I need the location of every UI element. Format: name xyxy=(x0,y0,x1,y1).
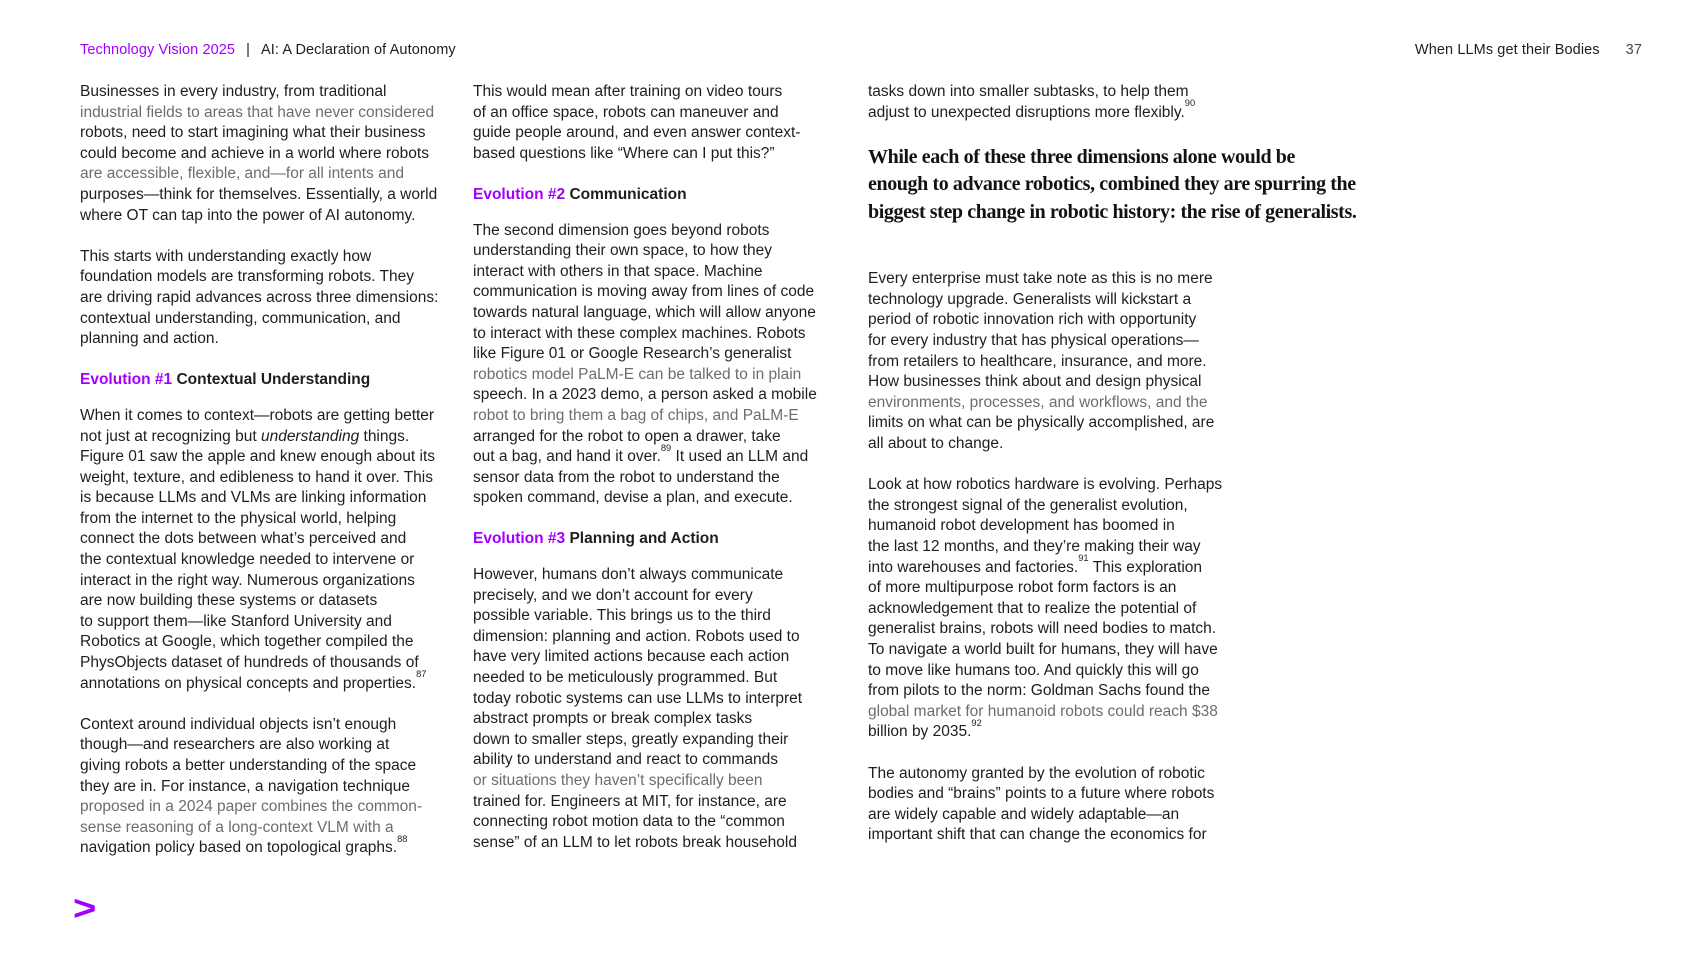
text-line: like Figure 01 or Google Research’s generalist xyxy=(473,345,792,363)
evolution-heading-number: Evolution #2 xyxy=(473,185,566,203)
text-line: the contextual knowledge needed to intervene or xyxy=(80,551,415,569)
text-column-2 xyxy=(473,82,817,874)
text-line: contextual understanding, communication, and xyxy=(80,309,401,327)
linked-text[interactable] xyxy=(473,365,817,386)
text-column-3 xyxy=(868,82,1356,867)
linked-text[interactable] xyxy=(80,164,438,185)
text-line: towards natural language, which will allow anyone xyxy=(473,303,816,321)
pull-quote-line: While each of these three dimensions alone would be xyxy=(868,145,1296,168)
text-line: robots, need to start imagining what their business xyxy=(80,124,426,142)
linked-text[interactable] xyxy=(868,393,1356,414)
linked-text[interactable]: robot to bring them a bag of chips, and PaLM-E xyxy=(473,406,799,424)
text-line: weight, texture, and edibleness to hand it over. This xyxy=(80,468,433,486)
text-line: important shift that can change the economics for xyxy=(868,826,1207,844)
text-line: of an office space, robots can maneuver and xyxy=(473,103,779,121)
linked-text[interactable]: global market for humanoid robots could reach $38 xyxy=(868,702,1218,720)
text-line: spoken command, devise a plan, and execute. xyxy=(473,489,793,507)
linked-text[interactable]: industrial fields to areas that have never considered xyxy=(80,103,435,121)
footnote-reference: 92 xyxy=(971,718,982,729)
paragraph xyxy=(473,221,817,509)
text-line: interact with others in that space. Machine xyxy=(473,262,763,280)
text-line: to interact with these complex machines. Robots xyxy=(473,324,806,342)
footnote-reference: 90 xyxy=(1184,98,1196,109)
linked-text[interactable] xyxy=(80,797,438,818)
text-line: precisely, and we don’t account for every xyxy=(473,586,753,604)
text-line: today robotic systems can use LLMs to interpret xyxy=(473,689,803,707)
text-line: Context around individual objects isn’t enough xyxy=(80,715,397,733)
linked-text[interactable] xyxy=(473,406,817,427)
text-line: generalist brains, robots will need bodies to match. xyxy=(868,620,1217,638)
text-line: though—and researchers are also working at xyxy=(80,736,390,754)
header-separator: | xyxy=(246,42,250,58)
text-line: giving robots a better understanding of the space xyxy=(80,757,417,774)
text-column-1 xyxy=(80,82,438,880)
text-line: limits on what can be physically accomplished, are xyxy=(868,414,1215,432)
paragraph xyxy=(868,764,1356,846)
pull-quote xyxy=(868,144,1356,227)
text-line: trained for. Engineers at MIT, for instance, are xyxy=(473,792,787,810)
linked-text[interactable]: robotics model PaLM-E can be talked to in plain xyxy=(473,365,802,383)
linked-text[interactable] xyxy=(80,818,438,839)
linked-text[interactable]: environments, processes, and workflows, and the xyxy=(868,393,1208,411)
text-line: connect the dots between what’s perceived and xyxy=(80,530,407,548)
page-header xyxy=(80,42,1642,58)
paragraph xyxy=(80,247,438,350)
text-line: bodies and “brains” points to a future where robots xyxy=(868,785,1215,803)
text-line: When it comes to context—robots are getting better xyxy=(80,406,435,424)
linked-text[interactable] xyxy=(80,103,438,124)
text-line: sensor data from the robot to understand the xyxy=(473,468,780,486)
pull-quote-line: enough to advance robotics, combined they are spurring the xyxy=(868,173,1356,196)
text-line: Look at how robotics hardware is evolving. Perhaps xyxy=(868,476,1223,494)
evolution-heading: Evolution #2 Communication xyxy=(473,185,687,203)
text-line: foundation models are transforming robots. They xyxy=(80,268,415,286)
text-line: tasks down into smaller subtasks, to help them xyxy=(868,83,1189,100)
paragraph xyxy=(473,82,817,164)
text-line: The second dimension goes beyond robots xyxy=(473,221,770,239)
text-line: could become and achieve in a world where robots xyxy=(80,144,429,162)
text-line: To navigate a world built for humans, they will have xyxy=(868,640,1218,658)
text-line: have very limited actions because each action xyxy=(473,648,790,666)
text-line: based questions like “Where can I put this?” xyxy=(473,144,775,162)
linked-text[interactable]: sense reasoning of a long-context VLM with a xyxy=(80,818,394,836)
text-line: is because LLMs and VLMs are linking information xyxy=(80,489,427,507)
text-line: planning and action. xyxy=(80,330,219,348)
text-line: communication is moving away from lines of code xyxy=(473,283,815,301)
text-line: Every enterprise must take note as this is no mere xyxy=(868,270,1213,288)
text-line: This would mean after training on video tours xyxy=(473,83,783,100)
text-line: connecting robot motion data to the “common xyxy=(473,813,785,831)
accenture-logo: > xyxy=(73,889,95,928)
text-line: This starts with understanding exactly how xyxy=(80,247,372,265)
section-title: When LLMs get their Bodies xyxy=(1414,42,1600,58)
footnote-reference: 88 xyxy=(397,834,408,845)
paragraph xyxy=(80,715,438,859)
text-line: The autonomy granted by the evolution of robotic xyxy=(868,764,1205,782)
text-line: guide people around, and even answer context- xyxy=(473,124,801,142)
paragraph xyxy=(868,269,1356,454)
linked-text[interactable]: or situations they haven’t specifically been xyxy=(473,772,763,789)
text-line: where OT can tap into the power of AI autonomy. xyxy=(80,206,416,224)
text-line: into warehouses and factories.$^{91}$ This exploration xyxy=(868,553,1203,576)
footnote-reference: 91 xyxy=(1078,553,1089,564)
text-line: they are in. For instance, a navigation technique xyxy=(80,777,411,795)
text-line: possible variable. This brings us to the third xyxy=(473,607,771,625)
text-line: down to smaller steps, greatly expanding their xyxy=(473,730,789,748)
linked-text[interactable]: are accessible, flexible, and—for all intents and xyxy=(80,165,404,183)
text-line: How businesses think about and design physical xyxy=(868,373,1202,391)
text-line: PhysObjects dataset of hundreds of thousands of xyxy=(80,654,419,672)
text-line: from retailers to healthcare, insurance, and more. xyxy=(868,352,1207,370)
page-number: 37 xyxy=(1625,42,1642,58)
text-line: of more multipurpose robot form factors is an xyxy=(868,579,1177,597)
text-line: adjust to unexpected disruptions more flexibly.$^{90}$ xyxy=(868,98,1196,121)
text-line: annotations on physical concepts and properties.$^{87}$ xyxy=(80,669,427,692)
text-line: the last 12 months, and they’re making their way xyxy=(868,538,1201,555)
text-line: acknowledgement that to realize the potential of xyxy=(868,599,1197,617)
paragraph xyxy=(80,406,438,694)
text-line: ability to understand and react to commands xyxy=(473,751,779,769)
evolution-heading-number: Evolution #1 xyxy=(80,371,173,389)
text-line: sense” of an LLM to let robots break household xyxy=(473,833,797,851)
text-line: are widely capable and widely adaptable—an xyxy=(868,805,1180,823)
paragraph xyxy=(868,82,1356,123)
text-line: Businesses in every industry, from traditional xyxy=(80,83,387,100)
evolution-heading-number: Evolution #3 xyxy=(473,530,566,548)
text-line: billion by 2035.92 xyxy=(868,718,982,741)
text-line: speech. In a 2023 demo, a person asked a mobile xyxy=(473,386,817,404)
text-line: technology upgrade. Generalists will kickstart a xyxy=(868,290,1192,308)
emphasized-text: understanding xyxy=(260,427,360,445)
text-line: However, humans don’t always communicate xyxy=(473,566,784,584)
text-line: period of robotic innovation rich with opportunity xyxy=(868,311,1197,329)
text-line: dimension: planning and action. Robots used to xyxy=(473,627,800,645)
text-line: are now building these systems or datasets xyxy=(80,592,378,610)
text-line: arranged for the robot to open a drawer, take xyxy=(473,427,781,445)
text-line: understanding their own space, to how they xyxy=(473,242,772,260)
paragraph xyxy=(473,565,817,853)
linked-text[interactable] xyxy=(868,702,1356,723)
text-line: to support them—like Stanford University and xyxy=(80,612,392,630)
text-line: out a bag, and hand it over.$^{89}$ It used an LLM and xyxy=(473,442,809,466)
text-line: Figure 01 saw the apple and knew enough about its xyxy=(80,448,436,466)
linked-text[interactable] xyxy=(473,771,817,792)
linked-text[interactable]: proposed in a 2024 paper combines the common- xyxy=(80,798,423,816)
report-title: Technology Vision 2025 xyxy=(80,42,236,58)
text-line: humanoid robot development has boomed in xyxy=(868,517,1175,535)
text-line: all about to change. xyxy=(868,435,1004,453)
paragraph xyxy=(80,82,438,226)
text-line: abstract prompts or break complex tasks xyxy=(473,710,753,728)
text-line: to move like humans too. And quickly this will go xyxy=(868,661,1199,679)
chapter-title: AI: A Declaration of Autonomy xyxy=(260,42,456,58)
text-line: are driving rapid advances across three dimensions: xyxy=(80,288,439,306)
footnote-reference: 89 xyxy=(660,442,672,453)
text-line: purposes—think for themselves. Essentially, a world xyxy=(80,185,438,203)
paragraph xyxy=(868,475,1356,743)
pull-quote-line: biggest step change in robotic history: the rise of generalists. xyxy=(868,200,1357,223)
text-line: needed to be meticulously programmed. But xyxy=(473,669,778,687)
text-line: the strongest signal of the generalist evolution, xyxy=(868,496,1188,514)
text-line: Robotics at Google, which together compiled the xyxy=(80,633,414,651)
evolution-heading: Evolution #1 Contextual Understanding xyxy=(80,371,371,389)
text-line: navigation policy based on topological graphs.$^{88}$ xyxy=(80,834,408,857)
text-line: interact in the right way. Numerous organizations xyxy=(80,571,415,589)
text-line: from pilots to the norm: Goldman Sachs found the xyxy=(868,682,1211,700)
text-line: from the internet to the physical world, helping xyxy=(80,509,397,527)
footnote-reference: 87 xyxy=(416,669,427,680)
evolution-heading: Evolution #3 Planning and Action xyxy=(473,530,719,548)
text-line: for every industry that has physical operations— xyxy=(868,332,1199,350)
text-line: not just at recognizing but understanding things. xyxy=(80,427,410,445)
